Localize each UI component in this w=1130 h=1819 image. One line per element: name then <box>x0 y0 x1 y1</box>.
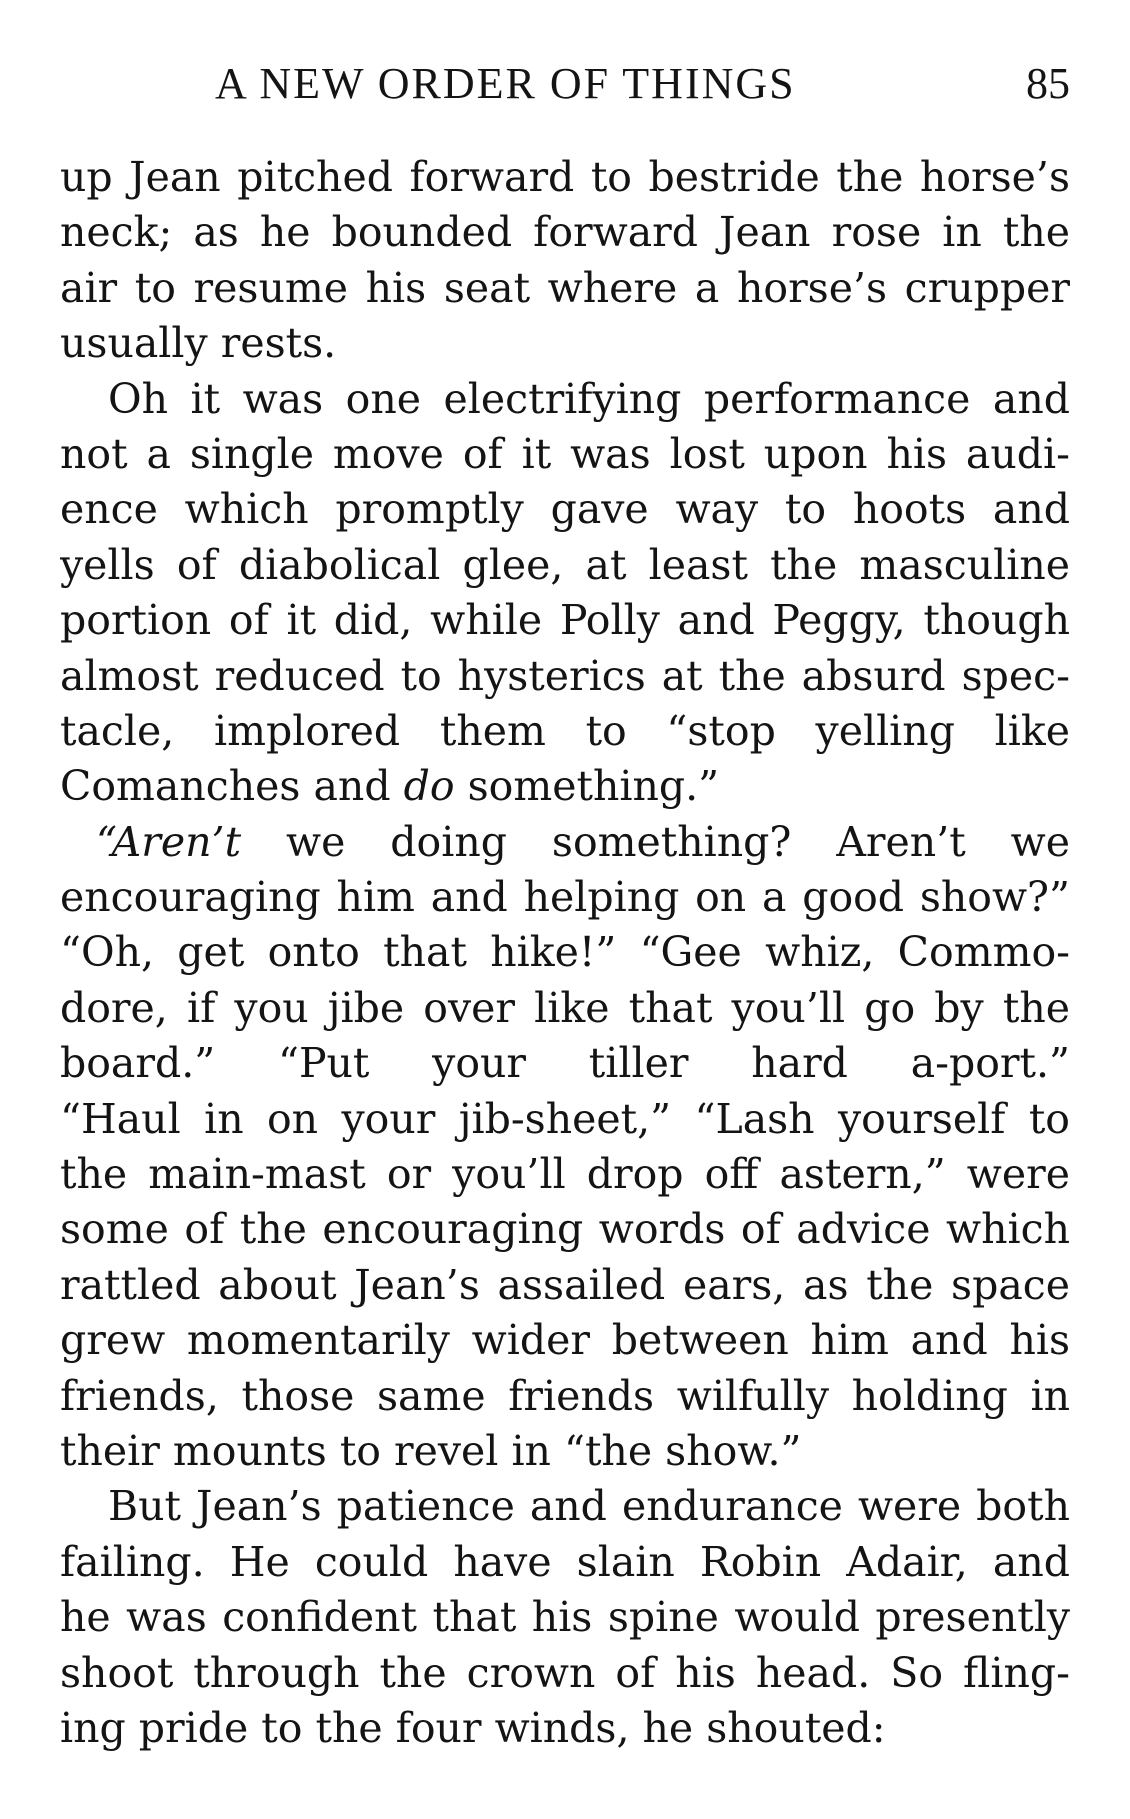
text-line: rattled about Jean’s assailed ears, as the space <box>60 1260 1070 1309</box>
text-line: But Jean’s patience and endurance were both <box>108 1482 1070 1531</box>
text-run: Comanches and <box>60 762 404 811</box>
text-line <box>60 759 1070 814</box>
paragraph-3 <box>60 815 1070 1480</box>
text-run: we doing something? Aren’t we <box>241 817 1070 866</box>
text-line: board.” “Put your tiller hard a-port.” <box>60 1039 1070 1088</box>
text-line: “Haul in on your jib-sheet,” “Lash yourself to <box>60 1094 1070 1143</box>
text-line: ence which promptly gave way to hoots and <box>60 485 1070 534</box>
text-line: air to resume his seat where a horse’s crupper <box>60 263 1070 312</box>
text-line: the main-mast or you’ll drop off astern,” were <box>60 1150 1070 1199</box>
text-line: usually rests. <box>60 319 337 368</box>
paragraph-4 <box>60 1479 1070 1756</box>
body-text <box>60 150 1070 1756</box>
text-line: shoot through the crown of his head. So fling- <box>60 1648 1070 1697</box>
paragraph-2 <box>60 372 1070 815</box>
text-line: failing. He could have slain Robin Adair, and <box>60 1537 1070 1586</box>
running-head <box>60 58 1070 118</box>
text-line: tacle, implored them to “stop yelling like <box>60 706 1070 755</box>
italic-text-run: “Aren’t <box>96 817 242 866</box>
text-line: portion of it did, while Polly and Peggy, though <box>60 596 1070 645</box>
text-line: he was confident that his spine would presently <box>60 1593 1070 1642</box>
text-line: almost reduced to hysterics at the absurd spec- <box>60 651 1070 700</box>
paragraph-1 <box>60 150 1070 372</box>
text-line: dore, if you jibe over like that you’ll go by the <box>60 983 1070 1032</box>
text-line: up Jean pitched forward to bestride the horse’s <box>60 153 1070 201</box>
text-line: friends, those same friends wilfully holding in <box>60 1371 1070 1420</box>
text-line: ing pride to the four winds, he shouted: <box>60 1703 886 1752</box>
text-line: “Oh, get onto that hike!” “Gee whiz, Commo- <box>60 928 1070 977</box>
text-line: grew momentarily wider between him and his <box>60 1316 1070 1365</box>
text-line: not a single move of it was lost upon his audi- <box>60 429 1070 478</box>
running-title: A NEW ORDER OF THINGS <box>215 59 796 108</box>
text-line <box>60 815 1070 870</box>
text-run: something.” <box>454 762 720 811</box>
page-number: 85 <box>1026 59 1070 108</box>
text-line: neck; as he bounded forward Jean rose in the <box>60 208 1070 257</box>
text-line: their mounts to revel in “the show.” <box>60 1426 802 1475</box>
text-line: encouraging him and helping on a good show?” <box>60 873 1070 922</box>
text-line: yells of diabolical glee, at least the masculine <box>60 540 1070 589</box>
italic-text-run: do <box>403 762 455 811</box>
text-line: Oh it was one electrifying performance and <box>108 374 1070 423</box>
text-line: some of the encouraging words of advice which <box>60 1205 1070 1254</box>
